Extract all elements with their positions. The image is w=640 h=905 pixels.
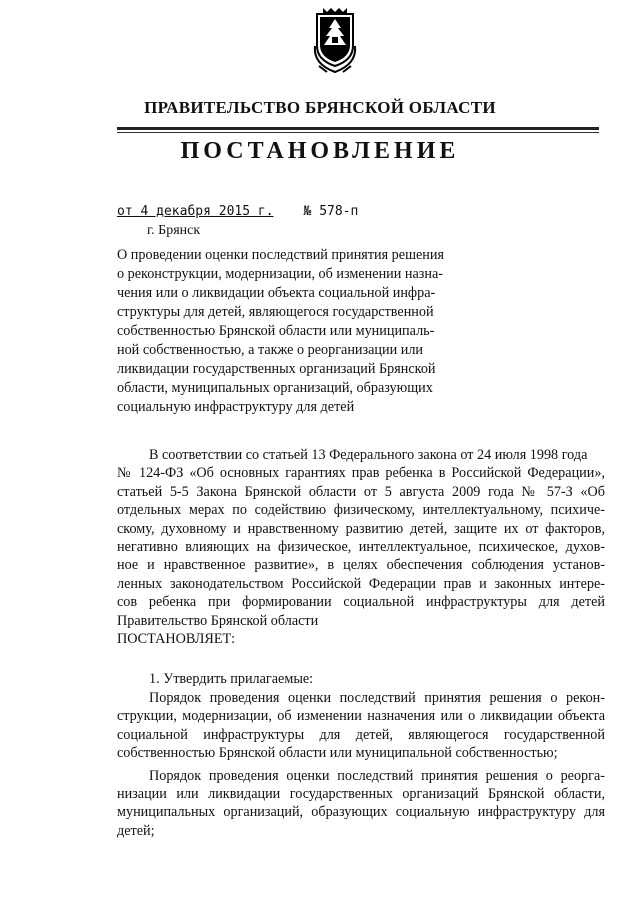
document-body bbox=[117, 446, 605, 840]
item-1-title: 1. Утвердить прилагаемые: bbox=[149, 671, 314, 688]
government-title: ПРАВИТЕЛЬСТВО БРЯНСКОЙ ОБЛАСТИ bbox=[144, 98, 496, 117]
document-date-number bbox=[117, 204, 358, 219]
document-type-heading: ПОСТАНОВЛЕНИЕ bbox=[180, 138, 460, 164]
subject-line: чения или о ликвидации объекта социальной инфра- bbox=[117, 285, 436, 301]
document-date: от 4 декабря 2015 г. bbox=[117, 204, 274, 219]
preamble-line: ное и нравственное развитие», в целях обеспечения соблюдения установ- bbox=[117, 557, 605, 574]
item-1-para-2-line: Порядок проведения оценки последствий принятия решения о реорга- bbox=[149, 767, 605, 784]
preamble-line: сов ребенка при формировании социальной инфраструктуры для детей bbox=[117, 594, 605, 611]
item-1-para-1-line: Порядок проведения оценки последствий принятия решения о рекон- bbox=[149, 689, 605, 706]
item-1-para-2-line: детей; bbox=[117, 822, 155, 839]
preamble-line: ленных законодательством Российской Федерации прав и законных интере- bbox=[117, 575, 605, 592]
preamble-line: В соответствии со статьей 13 Федерального закона от 24 июля 1998 года bbox=[149, 447, 588, 463]
item-1-para-1-line: струкции, модернизации, об изменении назначения или о ликвидации объекта bbox=[117, 708, 605, 725]
subject-line: структуры для детей, являющегося государственной bbox=[117, 304, 434, 320]
subject-line: собственностью Брянской области или муниципаль- bbox=[117, 323, 435, 339]
header-rule-thin bbox=[117, 132, 599, 133]
item-1-para-2-line: низации или ликвидации государственных организаций Брянской области, bbox=[117, 785, 605, 802]
header-rule-thick bbox=[117, 127, 599, 130]
subject-line: О проведении оценки последствий принятия решения bbox=[117, 247, 445, 263]
subject-line: ной собственностью, а также о реорганизации или bbox=[117, 342, 424, 358]
subject-line: ликвидации государственных организаций Брянской bbox=[117, 361, 436, 377]
preamble-line: отдельных мерах по содействию физическому, интеллектуальному, психиче- bbox=[117, 502, 605, 519]
document-number: № 578-п bbox=[303, 204, 359, 219]
preamble-line: Правительство Брянской области bbox=[117, 612, 319, 629]
subject-line: о реконструкции, модернизации, об изменении назна- bbox=[117, 266, 444, 282]
subject-line: области, муниципальных организаций, образующих bbox=[117, 380, 433, 396]
resolves-keyword: ПОСТАНОВЛЯЕТ: bbox=[117, 631, 236, 648]
item-1-para-2-line: муниципальных организаций, образующих социальную инфраструктуру для bbox=[117, 804, 605, 821]
preamble-line: скому, духовному и нравственному развитию детей, защите их от факторов, bbox=[117, 520, 605, 537]
subject-line: социальную инфраструктуру для детей bbox=[117, 399, 355, 415]
item-1-para-1-line: социальной инфраструктуры для детей, являющегося государственной bbox=[117, 726, 605, 743]
preamble-line: № 124-ФЗ «Об основных гарантиях прав ребенка в Российской Федерации», bbox=[117, 465, 605, 482]
preamble-line: негативно влияющих на физическое, интеллектуальное, психическое, духов- bbox=[117, 539, 605, 556]
document-subject bbox=[117, 246, 457, 417]
item-1-para-1-line: собственностью Брянской области или муниципальной собственностью; bbox=[117, 745, 558, 762]
document-city: г. Брянск bbox=[147, 223, 201, 238]
preamble-line: статьей 5-5 Закона Брянской области от 5 августа 2009 года № 57-З «Об bbox=[117, 483, 605, 500]
bryansk-coat-of-arms-icon bbox=[311, 6, 359, 76]
